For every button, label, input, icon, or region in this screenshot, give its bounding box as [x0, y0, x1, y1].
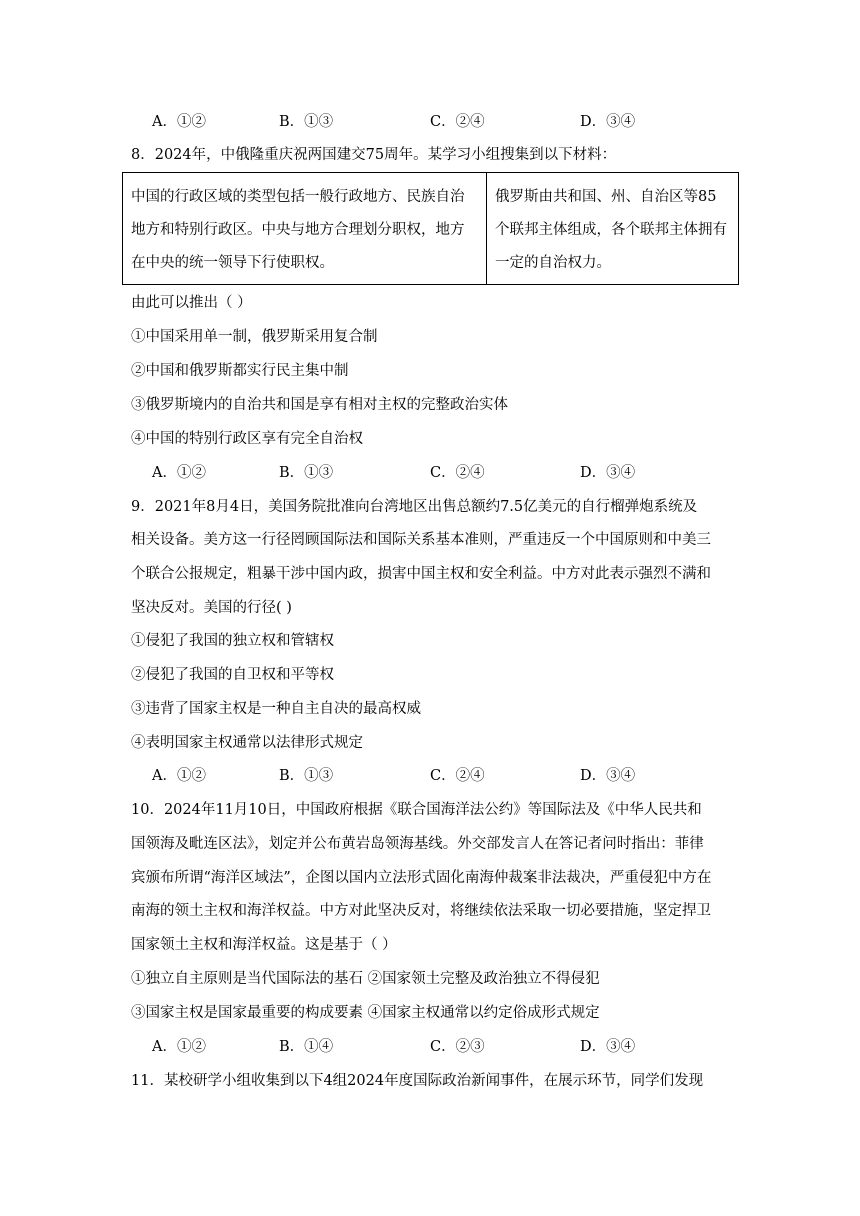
q10-statements-line-2: ③国家主权是国家最重要的构成要素 ④国家主权通常以约定俗成形式规定: [131, 1005, 600, 1021]
q8-material-russia: 俄罗斯由共和国、州、自治区等85个联邦主体组成，各个联邦主体拥有一定的自治权力。: [487, 173, 739, 285]
q10-statements-line-1: ①独立自主原则是当代国际法的基石 ②国家领土完整及政治独立不得侵犯: [131, 971, 600, 987]
q10-stem-line-2: 国领海及毗连区法》，划定并公布黄岩岛领海基线。外交部发言人在答记者问时指出：菲律: [131, 836, 704, 852]
q9-option-c: C．②④: [430, 768, 485, 784]
q9-stem-line-2: 相关设备。美方这一行径罔顾国际法和国际关系基本准则，严重违反一个中国原则和中美三: [131, 532, 711, 548]
q10-option-b: B．①④: [279, 1039, 334, 1055]
q8-options: [152, 463, 712, 483]
q8-statement-3: ③俄罗斯境内的自治共和国是享有相对主权的完整政治实体: [131, 397, 508, 413]
q10-option-a: A．①②: [152, 1039, 206, 1055]
q9-stem-line-1: 9．2021年8月4日，美国务院批准向台湾地区出售总额约7.5亿美元的自行榴弹炮系统及: [131, 499, 698, 515]
q11-stem-line-1: 11．某校研学小组收集到以下4组2024年度国际政治新闻事件，在展示环节，同学们发现: [131, 1073, 704, 1089]
q8-prompt: 由此可以推出（ ）: [131, 295, 252, 311]
q10-stem-line-5: 国家领土主权和海洋权益。这是基于（ ）: [131, 937, 397, 953]
q10-stem-line-4: 南海的领土主权和海洋权益。中方对此坚决反对，将继续依法采取一切必要措施，坚定捍卫: [131, 903, 711, 919]
q8-option-c: C．②④: [430, 465, 485, 481]
q8-statement-1: ①中国采用单一制，俄罗斯采用复合制: [131, 329, 378, 345]
q10-options: [152, 1037, 712, 1057]
q8-stem: 8．2024年，中俄隆重庆祝两国建交75周年。某学习小组搜集到以下材料：: [131, 147, 617, 163]
q9-statement-3: ③违背了国家主权是一种自主自决的最高权威: [131, 701, 421, 717]
q7-option-d: D．③④: [580, 114, 636, 130]
q7-options: [152, 112, 712, 132]
q8-material-table: [122, 172, 739, 285]
q8-statement-2: ②中国和俄罗斯都实行民主集中制: [131, 363, 349, 379]
q10-stem-line-1: 10．2024年11月10日，中国政府根据《联合国海洋法公约》等国际法及《中华人民共和: [131, 802, 702, 818]
q8-option-b: B．①③: [279, 465, 334, 481]
q10-option-c: C．②③: [430, 1039, 485, 1055]
q9-stem-line-4: 坚决反对。美国的行径( ): [131, 600, 292, 616]
q9-option-a: A．①②: [152, 768, 206, 784]
q9-statement-4: ④表明国家主权通常以法律形式规定: [131, 735, 363, 751]
q9-statement-2: ②侵犯了我国的自卫权和平等权: [131, 667, 334, 683]
q10-stem-line-3: 宾颁布所谓“海洋区域法”，企图以国内立法形式固化南海仲裁案非法裁决，严重侵犯中方在: [131, 870, 712, 886]
q9-option-b: B．①③: [279, 768, 334, 784]
q8-option-d: D．③④: [580, 465, 636, 481]
q8-material-china: 中国的行政区域的类型包括一般行政地方、民族自治地方和特别行政区。中央与地方合理划分职权，地方在中央的统一领导下行使职权。: [123, 173, 487, 285]
q10-option-d: D．③④: [580, 1039, 636, 1055]
q9-stem-line-3: 个联合公报规定，粗暴干涉中国内政，损害中国主权和安全利益。中方对此表示强烈不满和: [131, 566, 711, 582]
q9-option-d: D．③④: [580, 768, 636, 784]
q7-option-c: C．②④: [430, 114, 485, 130]
q7-option-a: A．①②: [152, 114, 206, 130]
q9-options: [152, 766, 712, 786]
q8-statement-4: ④中国的特别行政区享有完全自治权: [131, 431, 363, 447]
q9-statement-1: ①侵犯了我国的独立权和管辖权: [131, 633, 334, 649]
q8-option-a: A．①②: [152, 465, 206, 481]
q7-option-b: B．①③: [279, 114, 334, 130]
